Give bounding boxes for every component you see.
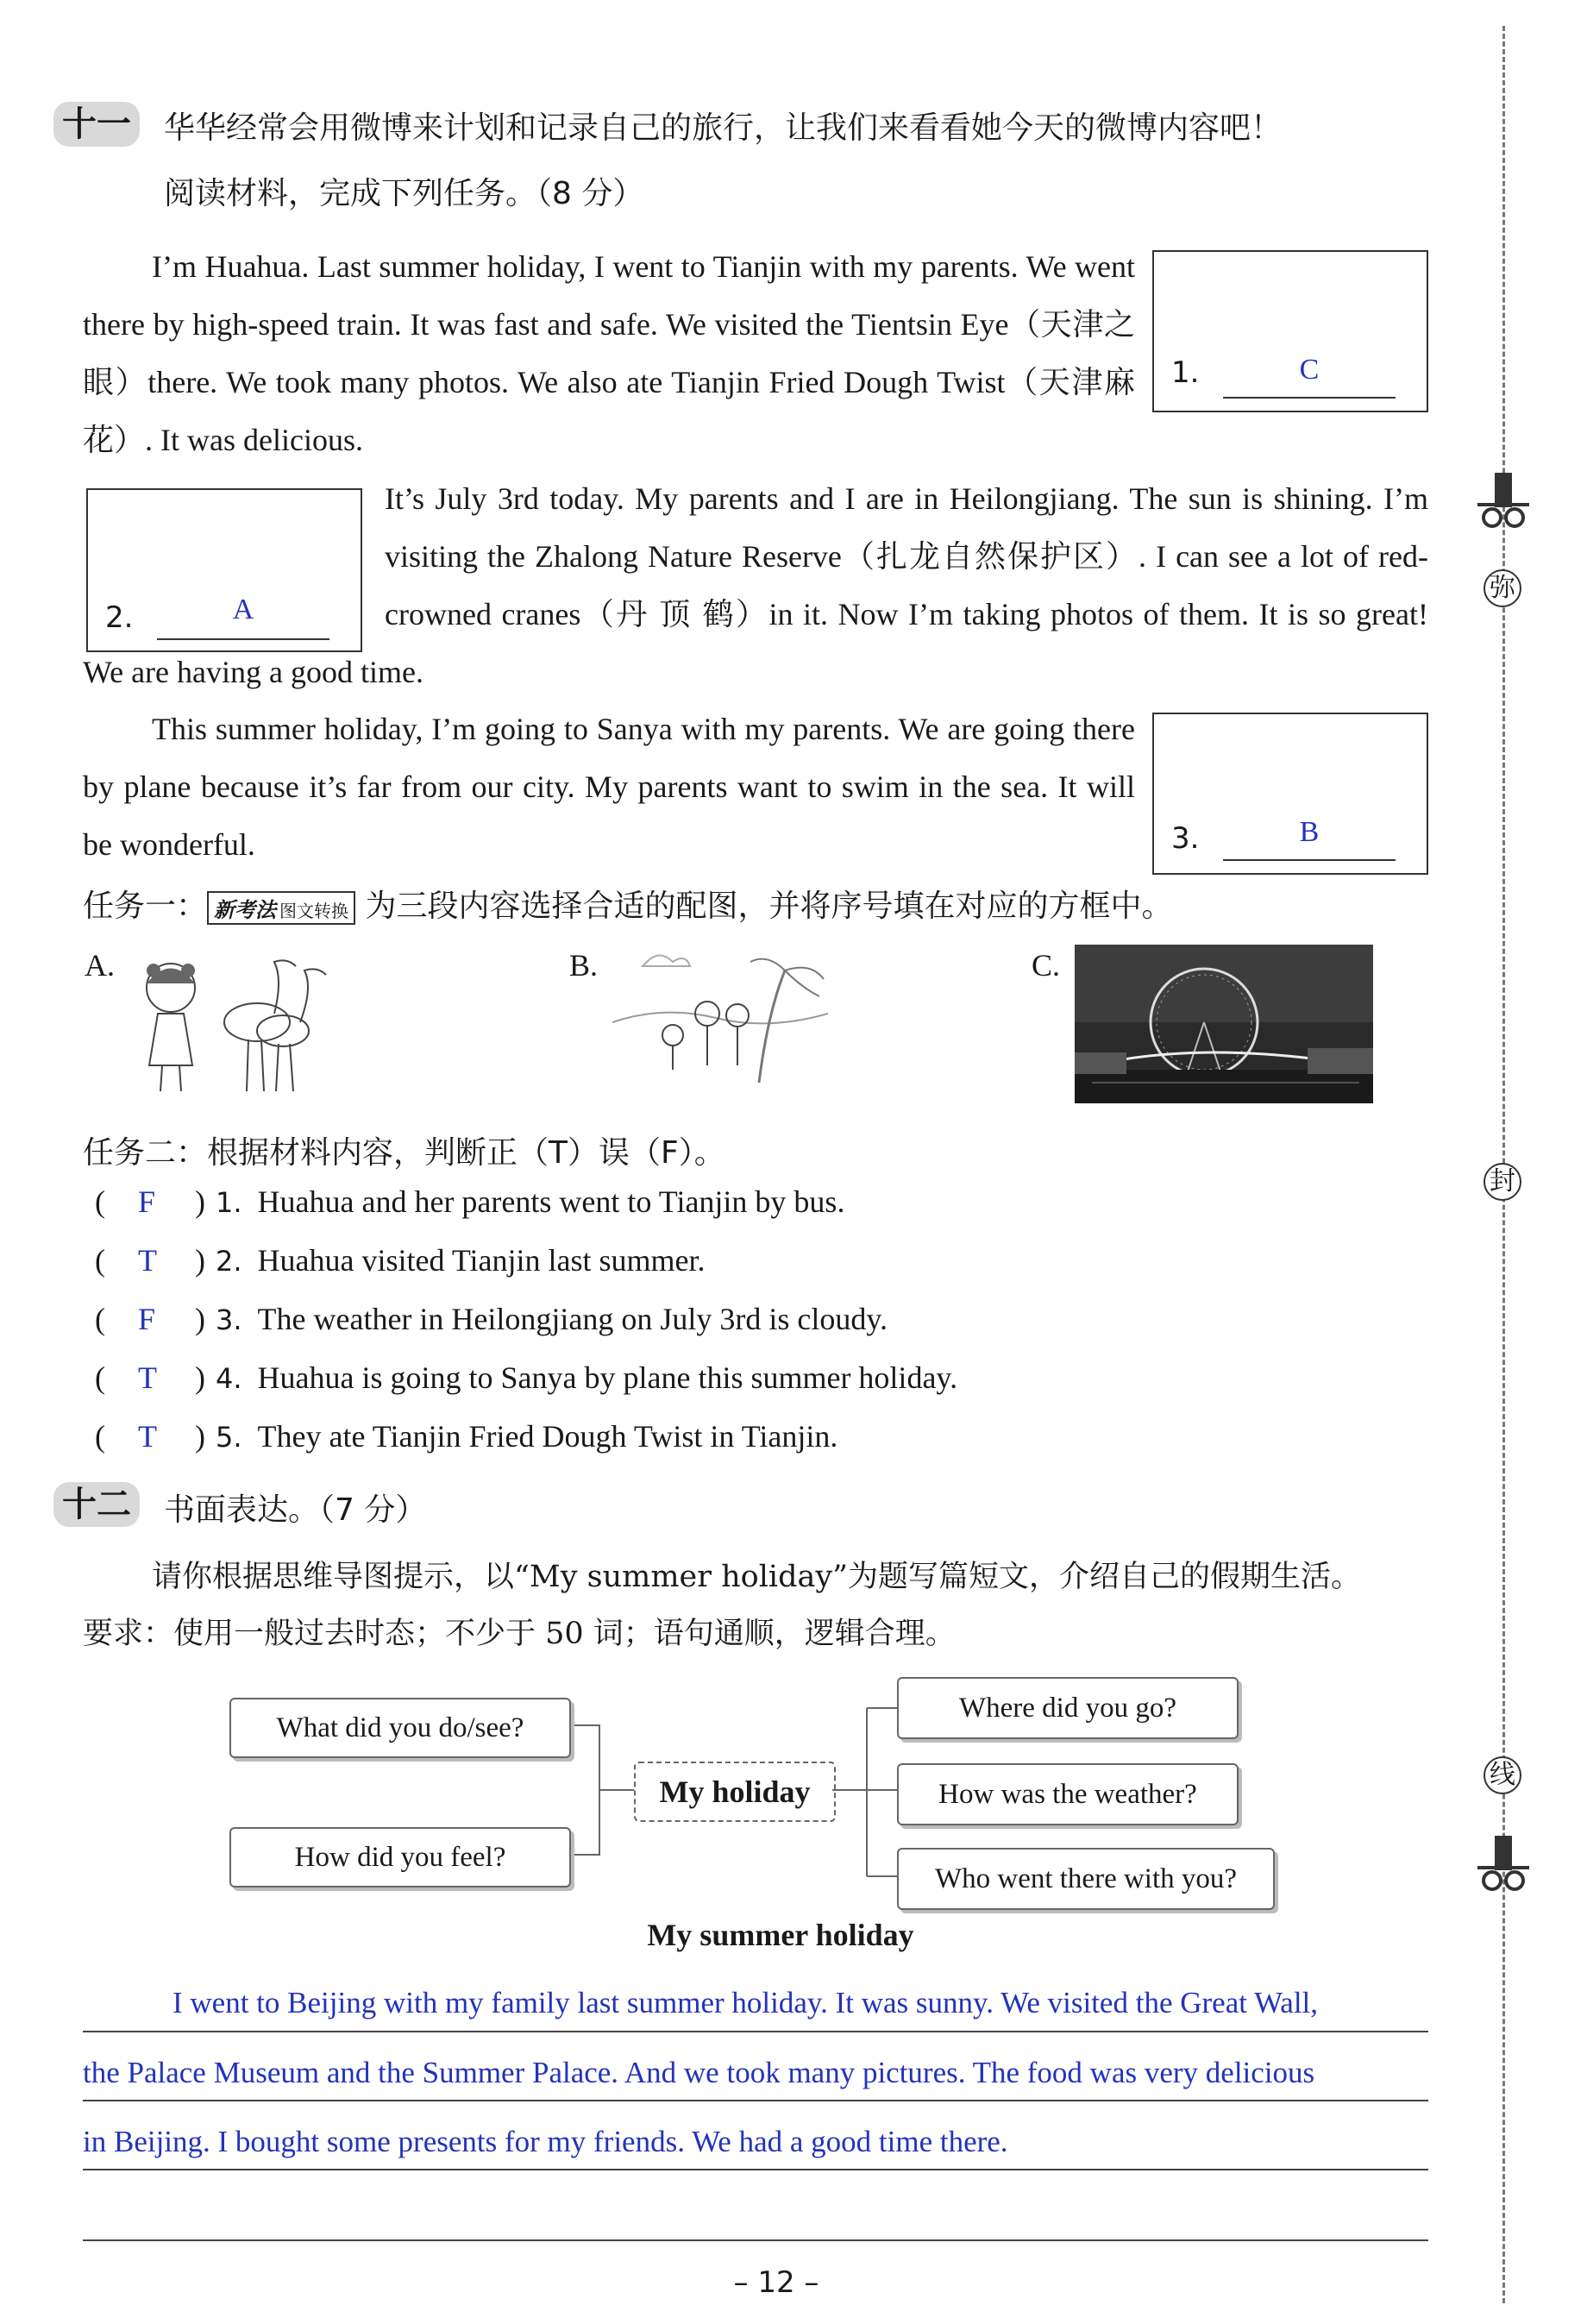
essay-line-3: in Beijing. I bought some presents for my friends. We had a good time there. bbox=[83, 2125, 1008, 2158]
box-3-answer: B bbox=[1299, 816, 1320, 848]
binding-mark-mi: 弥 bbox=[1484, 569, 1521, 607]
essay-line-2: the Palace Museum and the Summer Palace. And we took many pictures. The food was very delicious bbox=[83, 2056, 1315, 2089]
tf-text-4: Huahua is going to Sanya by plane this summer holiday. bbox=[257, 1360, 958, 1395]
binding-mark-feng: 封 bbox=[1484, 1163, 1521, 1201]
tf-num-2: 2. bbox=[216, 1245, 242, 1278]
tf-item-5 bbox=[95, 1418, 837, 1454]
task-1-prefix: 任务一： bbox=[83, 889, 208, 924]
passage-2: It’s July 3rd today. My parents and I are in Heilongjiang. The sun is shining. I’m visiting the Zhalong Nature Reserve（扎龙自然保护区）. I can see a lot of red-crowned cranes（丹 顶 鹤）in it. Now I’m taking photos of them. It is so great! We are having a good time. bbox=[83, 481, 1428, 689]
tf-text-5: They ate Tianjin Fried Dough Twist in Tianjin. bbox=[257, 1419, 838, 1454]
scissors-icon-bottom bbox=[1473, 1829, 1534, 1898]
tf-text-2: Huahua visited Tianjin last summer. bbox=[257, 1243, 706, 1278]
scissors-icon bbox=[1473, 466, 1534, 535]
box-1-underline bbox=[1223, 397, 1396, 399]
essay-line-1: I went to Beijing with my family last summer holiday. It was sunny. We visited the Great Wall, bbox=[172, 1986, 1319, 2019]
tf-item-1 bbox=[95, 1184, 844, 1220]
box-3-number: 3. bbox=[1171, 821, 1200, 856]
tf-item-3 bbox=[95, 1301, 888, 1337]
mindmap-node-who: Who went there with you? bbox=[897, 1848, 1275, 1910]
tf-answer-5: T bbox=[138, 1419, 157, 1454]
family-at-beach-illustration bbox=[612, 945, 828, 1087]
section-11-subtitle: 阅读材料，完成下列任务。（8 分） bbox=[164, 176, 644, 211]
binding-mark-xian: 线 bbox=[1484, 1756, 1521, 1794]
tf-num-5: 5. bbox=[216, 1421, 242, 1454]
image-b-label: B. bbox=[569, 948, 599, 983]
box-2-number: 2. bbox=[105, 600, 134, 635]
tf-paren-2: ( T ) bbox=[95, 1243, 205, 1278]
mindmap-node-weather: How was the weather? bbox=[897, 1763, 1239, 1825]
tf-paren-4: ( T ) bbox=[95, 1360, 205, 1395]
answer-box-3 bbox=[1152, 713, 1428, 875]
mindmap-node-where: Where did you go? bbox=[897, 1677, 1239, 1739]
girl-and-cranes-illustration bbox=[128, 953, 335, 1100]
tf-answer-1: F bbox=[138, 1184, 156, 1219]
passage-1: I’m Huahua. Last summer holiday, I went to Tianjin with my parents. We went there by high-speed train. It was fast and safe. We visited the Tientsin Eye（天津之眼）there. We took many photos. We also ate Tianjin Fried Dough Twist（天津麻花）. It was delicious. bbox=[83, 249, 1135, 457]
tf-paren-1: ( F ) bbox=[95, 1184, 205, 1219]
image-c-label: C. bbox=[1032, 948, 1061, 983]
writing-line-4 bbox=[83, 2239, 1428, 2241]
tf-answer-3: F bbox=[138, 1302, 156, 1336]
section-11-number: 十一 bbox=[53, 102, 140, 147]
image-a-label: A. bbox=[85, 948, 115, 983]
page-number: – 12 – bbox=[733, 2265, 819, 2300]
tf-paren-3: ( F ) bbox=[95, 1302, 205, 1336]
section-12-number: 十二 bbox=[53, 1482, 140, 1527]
task-2-title: 任务二：根据材料内容，判断正（T）误（F）。 bbox=[83, 1135, 725, 1171]
writing-line-1 bbox=[83, 2031, 1428, 2032]
mindmap-node-do-see: What did you do/see? bbox=[229, 1698, 571, 1758]
task-1-text: 为三段内容选择合适的配图，并将序号填在对应的方框中。 bbox=[365, 889, 1173, 924]
passage-3: This summer holiday, I’m going to Sanya with my parents. We are going there by plane because it’s far from our city. My parents want to swim in the sea. It will be wonderful. bbox=[83, 712, 1135, 862]
passage-2-part bbox=[83, 470, 1428, 701]
box-1-answer: C bbox=[1299, 354, 1320, 386]
tf-item-4 bbox=[95, 1360, 957, 1396]
task-1-tag-text: 图文转换 bbox=[279, 900, 349, 921]
box-1-number: 1. bbox=[1171, 355, 1200, 390]
section-12-instruction-1: 请你根据思维导图提示，以“My summer holiday”为题写篇短文，介绍自己的假期生活。 bbox=[152, 1560, 1362, 1594]
mindmap-center: My holiday bbox=[634, 1762, 836, 1822]
writing-line-3 bbox=[83, 2169, 1428, 2170]
box-2-answer: A bbox=[232, 594, 254, 625]
tf-item-2 bbox=[95, 1242, 706, 1278]
task-1-tag bbox=[207, 891, 355, 925]
tf-answer-4: T bbox=[138, 1360, 157, 1395]
tf-answer-2: T bbox=[138, 1243, 157, 1278]
tf-paren-5: ( T ) bbox=[95, 1419, 205, 1454]
section-12-title: 书面表达。（7 分） bbox=[164, 1492, 427, 1528]
section-11-title: 华华经常会用微博来计划和记录自己的旅行，让我们来看看她今天的微博内容吧！ bbox=[164, 110, 1283, 146]
tientsin-eye-photo bbox=[1075, 945, 1373, 1103]
tf-num-1: 1. bbox=[216, 1186, 242, 1219]
box-3-underline bbox=[1223, 859, 1396, 861]
section-12-instruction-2: 要求：使用一般过去时态；不少于 50 词；语句通顺，逻辑合理。 bbox=[83, 1617, 956, 1651]
tf-num-3: 3. bbox=[216, 1303, 242, 1336]
answer-box-1 bbox=[1152, 250, 1428, 412]
tf-text-1: Huahua and her parents went to Tianjin by bus. bbox=[257, 1184, 845, 1219]
task-1-tag-bold: 新考法 bbox=[214, 897, 277, 922]
tf-text-3: The weather in Heilongjiang on July 3rd is cloudy. bbox=[257, 1302, 888, 1336]
task-1 bbox=[83, 882, 1172, 926]
passage-2-float-space bbox=[83, 470, 385, 643]
writing-line-2 bbox=[83, 2100, 1428, 2101]
tf-num-4: 4. bbox=[216, 1362, 242, 1395]
mindmap-node-feel: How did you feel? bbox=[229, 1827, 571, 1887]
essay-title: My summer holiday bbox=[647, 1918, 914, 1952]
